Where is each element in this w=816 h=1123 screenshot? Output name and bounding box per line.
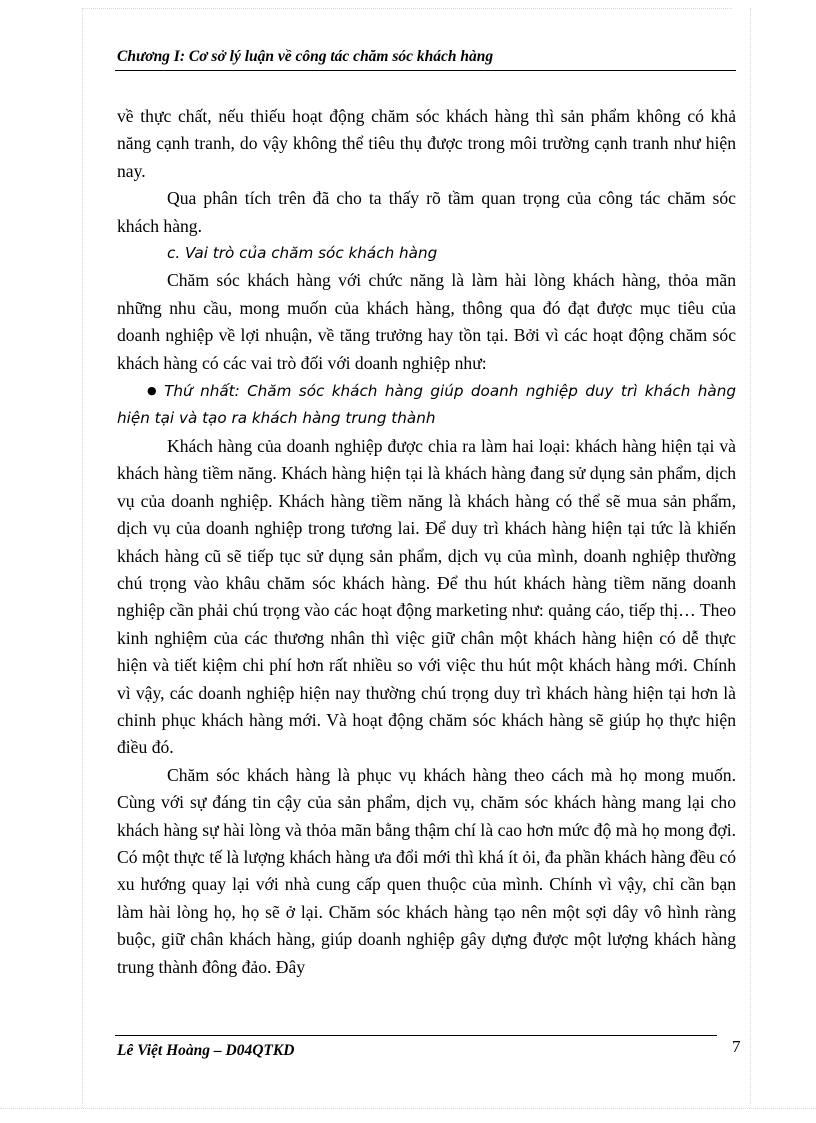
page-border-left — [82, 8, 83, 1108]
bullet-text: Thứ nhất: Chăm sóc khách hàng giúp doanh nghiệp duy trì khách hàng hiện tại và tạo ra khách hàng trung thành — [117, 382, 736, 428]
bullet-item — [117, 377, 736, 433]
paragraph-care: Chăm sóc khách hàng là phục vụ khách hàng theo cách mà họ mong muốn. Cùng với sự đáng tin cậy của sản phẩm, dịch vụ, chăm sóc khách hàng mang lại cho khách hàng sự hài lòng và thỏa mãn bằng thậm chí là cao hơn mức độ mà họ mong đợi. Có một thực tế là lượng khách hàng ưa đổi mới thì khá ít ỏi, đa phần khách hàng đều có xu hướng quay lại với nhà cung cấp quen thuộc của mình. Chính vì vậy, chỉ cần bạn làm hài lòng họ, họ sẽ ở lại. Chăm sóc khách hàng tạo nên một sợi dây vô hình ràng buộc, giữ chân khách hàng, giúp doanh nghiệp gây dựng được một lượng khách hàng trung thành đông đảo. Đây — [117, 764, 736, 977]
page-border-bottom — [0, 1108, 816, 1109]
page-border-right — [750, 8, 751, 1108]
body-text — [117, 103, 736, 981]
bullet-icon: ● — [147, 384, 160, 398]
page-border-top — [82, 8, 732, 9]
paragraph-summary: Qua phân tích trên đã cho ta thấy rõ tầm quan trọng của công tác chăm sóc khách hàng. — [117, 188, 736, 236]
footer-rule — [115, 1035, 717, 1036]
running-header: Chương I: Cơ sở lý luận về công tác chăm sóc khách hàng — [117, 48, 494, 65]
footer-author: Lê Việt Hoàng – D04QTKD — [117, 1042, 295, 1059]
subheading: c. Vai trò của chăm sóc khách hàng — [167, 244, 438, 263]
paragraph-continuation: về thực chất, nếu thiếu hoạt động chăm sóc khách hàng thì sản phẩm không có khả năng cạnh tranh, do vậy không thể tiêu thụ được trong môi trường cạnh tranh như hiện nay. — [117, 106, 736, 181]
paragraph-customers: Khách hàng của doanh nghiệp được chia ra làm hai loại: khách hàng hiện tại và khách hàng tiềm năng. Khách hàng hiện tại là khách hàng đang sử dụng sản phẩm, dịch vụ của doanh nghiệp. Khách hàng tiềm năng là khách hàng có thể sẽ mua sản phẩm, dịch vụ của doanh nghiệp trong tương lai. Để duy trì khách hàng hiện tại tức là khiến khách hàng cũ sẽ tiếp tục sử dụng sản phẩm, dịch vụ của mình, doanh nghiệp thường chú trọng vào khâu chăm sóc khách hàng. Để thu hút khách hàng tiềm năng doanh nghiệp cần phải chú trọng vào các hoạt động marketing như: quảng cáo, tiếp thị… Theo kinh nghiệm của các thương nhân thì việc giữ chân một khách hàng hiện có dễ thực hiện và tiết kiệm chi phí hơn rất nhiều so với việc thu hút một khách hàng mới. Chính vì vậy, các doanh nghiệp hiện nay thường chú trọng duy trì khách hàng hiện tại hơn là chinh phục khách hàng mới. Và hoạt động chăm sóc khách hàng sẽ giúp họ thực hiện điều đó. — [117, 435, 736, 758]
header-rule — [115, 70, 736, 71]
paragraph-role-intro: Chăm sóc khách hàng với chức năng là làm hài lòng khách hàng, thỏa mãn những nhu cầu, mong muốn của khách hàng, thông qua đó đạt được mục tiêu của doanh nghiệp về lợi nhuận, về tăng trưởng hay tồn tại. Bởi vì các hoạt động chăm sóc khách hàng có các vai trò đối với doanh nghiệp như: — [117, 270, 736, 373]
page-number: 7 — [732, 1037, 741, 1056]
